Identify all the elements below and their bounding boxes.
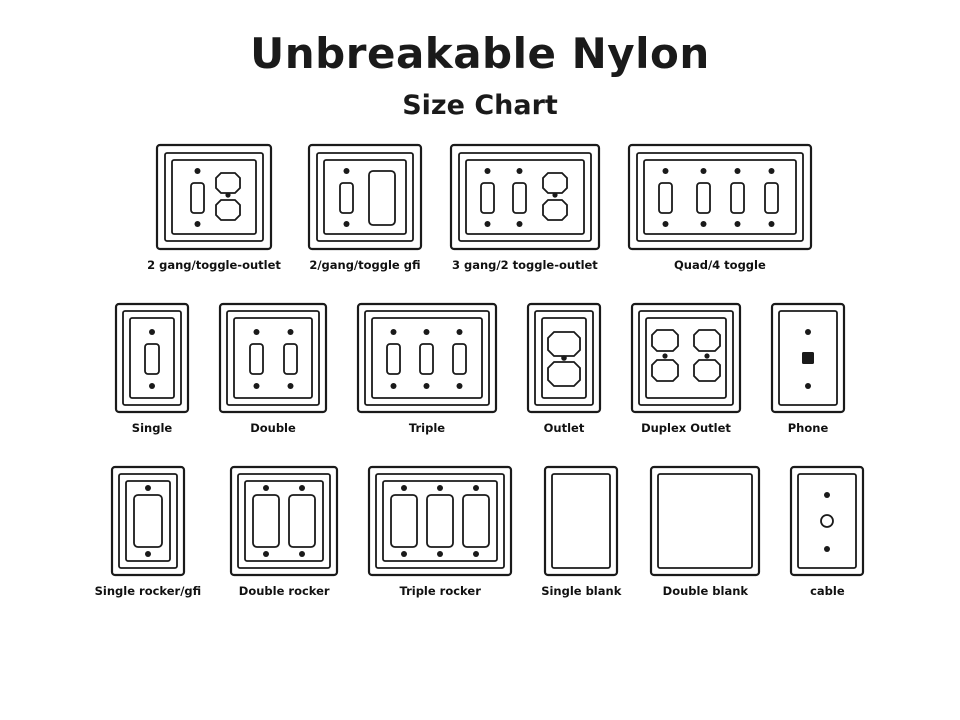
plate-cell-outlet (526, 302, 602, 435)
plate-caption: Duplex Outlet (641, 421, 731, 436)
plate-caption: Quad/4 toggle (674, 258, 766, 273)
plate-caption: Double blank (662, 584, 749, 599)
plate-graphic-cable (789, 465, 865, 577)
plate-cell-single-rocker-gfi (95, 465, 202, 598)
page-title: Unbreakable Nylon (250, 29, 710, 78)
plate-caption: Single (131, 421, 173, 436)
plate-cell-double-blank (649, 465, 761, 598)
page-subtitle: Size Chart (402, 90, 558, 122)
plate-rows (0, 143, 960, 598)
plate-caption: Triple (408, 421, 446, 436)
plate-caption: cable (810, 584, 845, 599)
plate-graphic-double (218, 302, 328, 414)
plate-cell-single-blank (541, 465, 621, 598)
plate-cell-cable (789, 465, 865, 598)
plate-graphic-quad-4-toggle (627, 143, 813, 251)
plate-graphic-phone (770, 302, 846, 414)
plate-caption: Double (250, 421, 296, 436)
plate-caption: Outlet (543, 421, 585, 436)
plate-cell-triple-rocker (367, 465, 513, 598)
plate-cell-3-gang-2-toggle-outlet (449, 143, 601, 272)
plate-graphic-single (114, 302, 190, 414)
plate-cell-single (114, 302, 190, 435)
plate-graphic-3-gang-2-toggle-outlet (449, 143, 601, 251)
plate-caption: Phone (787, 421, 829, 436)
plate-caption: Single rocker/gfi (94, 584, 202, 599)
plate-graphic-single-blank (543, 465, 619, 577)
plate-graphic-triple-rocker (367, 465, 513, 577)
plate-cell-quad-4-toggle (627, 143, 813, 272)
plate-caption: 3 gang/2 toggle-outlet (451, 258, 598, 273)
plate-graphic-2-gang-toggle-outlet (155, 143, 273, 251)
plate-caption: Double rocker (238, 584, 330, 599)
plate-cell-duplex-outlet (630, 302, 742, 435)
plate-graphic-double-blank (649, 465, 761, 577)
plate-cell-2-gang-toggle-outlet (147, 143, 281, 272)
plate-graphic-duplex-outlet (630, 302, 742, 414)
plate-caption: Triple rocker (399, 584, 481, 599)
plate-cell-triple (356, 302, 498, 435)
plate-cell-phone (770, 302, 846, 435)
plate-caption: 2 gang/toggle-outlet (147, 258, 281, 273)
plate-cell-double (218, 302, 328, 435)
plate-row-3 (0, 465, 960, 598)
plate-graphic-double-rocker (229, 465, 339, 577)
plate-cell-2-gang-toggle-gfi (307, 143, 423, 272)
plate-graphic-2-gang-toggle-gfi (307, 143, 423, 251)
plate-graphic-single-rocker-gfi (110, 465, 186, 577)
plate-row-1 (0, 143, 960, 272)
plate-caption: 2/gang/toggle gfi (309, 258, 421, 273)
plate-row-2 (0, 302, 960, 435)
plate-caption: Single blank (541, 584, 622, 599)
plate-graphic-triple (356, 302, 498, 414)
plate-cell-double-rocker (229, 465, 339, 598)
plate-graphic-outlet (526, 302, 602, 414)
